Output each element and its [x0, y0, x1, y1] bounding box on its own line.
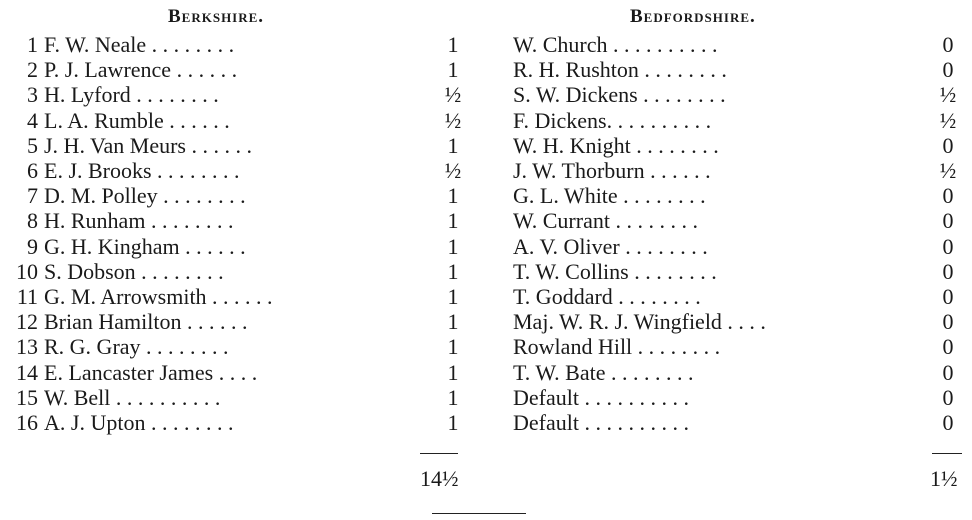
bedfordshire-score: ½	[939, 107, 957, 133]
bedfordshire-player: S. W. Dickens . . . . . . . .	[513, 82, 726, 108]
berkshire-player: P. J. Lawrence . . . . . .	[44, 57, 238, 83]
board-number: 3	[27, 82, 38, 108]
berkshire-score: 1	[447, 32, 459, 57]
table-row	[0, 32, 972, 57]
bedfordshire-player: T. W. Bate . . . . . . . .	[513, 359, 694, 385]
berkshire-score: 1	[447, 284, 459, 309]
table-row	[0, 234, 972, 259]
board-number: 11	[16, 284, 38, 309]
bedfordshire-player: Maj. W. R. J. Wingfield . . . .	[513, 309, 766, 335]
table-row	[0, 259, 972, 284]
table-row	[0, 309, 972, 334]
heading-berkshire: Berkshire.	[168, 6, 265, 27]
board-number: 5	[27, 132, 38, 158]
bottom-rule	[432, 513, 526, 514]
bedfordshire-score: 0	[942, 57, 954, 83]
right-total-rule	[932, 453, 962, 454]
berkshire-score: 1	[447, 359, 459, 385]
bedfordshire-score: 0	[942, 334, 954, 360]
bedfordshire-score: 0	[942, 359, 954, 385]
berkshire-player: F. W. Neale . . . . . . . .	[44, 32, 235, 57]
berkshire-player: E. J. Brooks . . . . . . . .	[44, 158, 240, 183]
berkshire-score: 1	[447, 132, 459, 158]
left-total-rule	[420, 453, 458, 454]
board-number: 16	[16, 410, 38, 435]
berkshire-player: E. Lancaster James . . . .	[44, 359, 258, 385]
table-row	[0, 133, 972, 158]
bedfordshire-score: 0	[942, 309, 954, 335]
berkshire-score: 1	[447, 208, 459, 234]
berkshire-score: 1	[447, 183, 459, 209]
bedfordshire-player: Default . . . . . . . . . .	[513, 410, 689, 435]
berkshire-player: Brian Hamilton . . . . . .	[44, 309, 248, 335]
left-total: 14½	[420, 466, 459, 491]
bedfordshire-score: 0	[942, 258, 954, 284]
table-row	[0, 82, 972, 107]
bedfordshire-score: 0	[942, 284, 954, 309]
berkshire-player: L. A. Rumble . . . . . .	[44, 107, 230, 133]
bedfordshire-player: W. Church . . . . . . . . . .	[513, 32, 718, 57]
bedfordshire-score: 0	[942, 410, 954, 435]
bedfordshire-player: J. W. Thorburn . . . . . .	[513, 158, 711, 183]
table-row	[0, 57, 972, 82]
bedfordshire-score: 0	[942, 132, 954, 158]
bedfordshire-player: W. H. Knight . . . . . . . .	[513, 132, 719, 158]
bedfordshire-score: 0	[942, 32, 954, 57]
board-number: 10	[16, 258, 38, 284]
board-number: 13	[16, 334, 38, 360]
berkshire-score: ½	[444, 107, 462, 133]
berkshire-score: 1	[447, 334, 459, 360]
berkshire-score: 1	[447, 384, 459, 410]
bedfordshire-player: T. Goddard . . . . . . . .	[513, 284, 701, 309]
table-row	[0, 410, 972, 435]
berkshire-score: 1	[447, 258, 459, 284]
board-number: 1	[27, 32, 38, 57]
bedfordshire-score: 0	[942, 233, 954, 259]
board-number: 14	[16, 359, 38, 385]
bedfordshire-player: A. V. Oliver . . . . . . . .	[513, 233, 708, 259]
berkshire-score: 1	[447, 233, 459, 259]
berkshire-player: W. Bell . . . . . . . . . .	[44, 384, 221, 410]
bedfordshire-score: ½	[939, 158, 957, 183]
bedfordshire-score: 0	[942, 384, 954, 410]
right-total: 1½	[930, 466, 958, 491]
table-row	[0, 183, 972, 208]
berkshire-score: 1	[447, 57, 459, 83]
bedfordshire-player: F. Dickens. . . . . . . . . .	[513, 107, 712, 133]
berkshire-player: D. M. Polley . . . . . . . .	[44, 183, 246, 209]
bedfordshire-player: Rowland Hill . . . . . . . .	[513, 334, 721, 360]
berkshire-score: 1	[447, 309, 459, 335]
table-row	[0, 208, 972, 233]
berkshire-player: S. Dobson . . . . . . . .	[44, 258, 224, 284]
berkshire-player: A. J. Upton . . . . . . . .	[44, 410, 234, 435]
bedfordshire-score: 0	[942, 183, 954, 209]
board-number: 15	[16, 384, 38, 410]
board-number: 12	[16, 309, 38, 335]
table-row	[0, 334, 972, 359]
bedfordshire-player: W. Currant . . . . . . . .	[513, 208, 698, 234]
table-row	[0, 284, 972, 309]
board-number: 2	[27, 57, 38, 83]
berkshire-player: R. G. Gray . . . . . . . .	[44, 334, 229, 360]
board-number: 6	[27, 158, 38, 183]
berkshire-player: G. M. Arrowsmith . . . . . .	[44, 284, 273, 309]
bedfordshire-score: ½	[939, 82, 957, 108]
berkshire-player: H. Runham . . . . . . . .	[44, 208, 234, 234]
board-number: 4	[27, 107, 38, 133]
berkshire-score: ½	[444, 158, 462, 183]
bedfordshire-player: Default . . . . . . . . . .	[513, 384, 689, 410]
bedfordshire-player: T. W. Collins . . . . . . . .	[513, 258, 717, 284]
berkshire-player: J. H. Van Meurs . . . . . .	[44, 132, 252, 158]
heading-bedfordshire: Bedfordshire.	[630, 6, 756, 27]
board-number: 8	[27, 208, 38, 234]
berkshire-player: H. Lyford . . . . . . . .	[44, 82, 219, 108]
board-number: 9	[27, 233, 38, 259]
table-row	[0, 385, 972, 410]
table-row	[0, 108, 972, 133]
bedfordshire-score: 0	[942, 208, 954, 234]
berkshire-player: G. H. Kingham . . . . . .	[44, 233, 246, 259]
table-row	[0, 158, 972, 183]
berkshire-score: 1	[447, 410, 459, 435]
board-number: 7	[27, 183, 38, 209]
bedfordshire-player: R. H. Rushton . . . . . . . .	[513, 57, 727, 83]
table-row	[0, 360, 972, 385]
berkshire-score: ½	[444, 82, 462, 108]
bedfordshire-player: G. L. White . . . . . . . .	[513, 183, 706, 209]
